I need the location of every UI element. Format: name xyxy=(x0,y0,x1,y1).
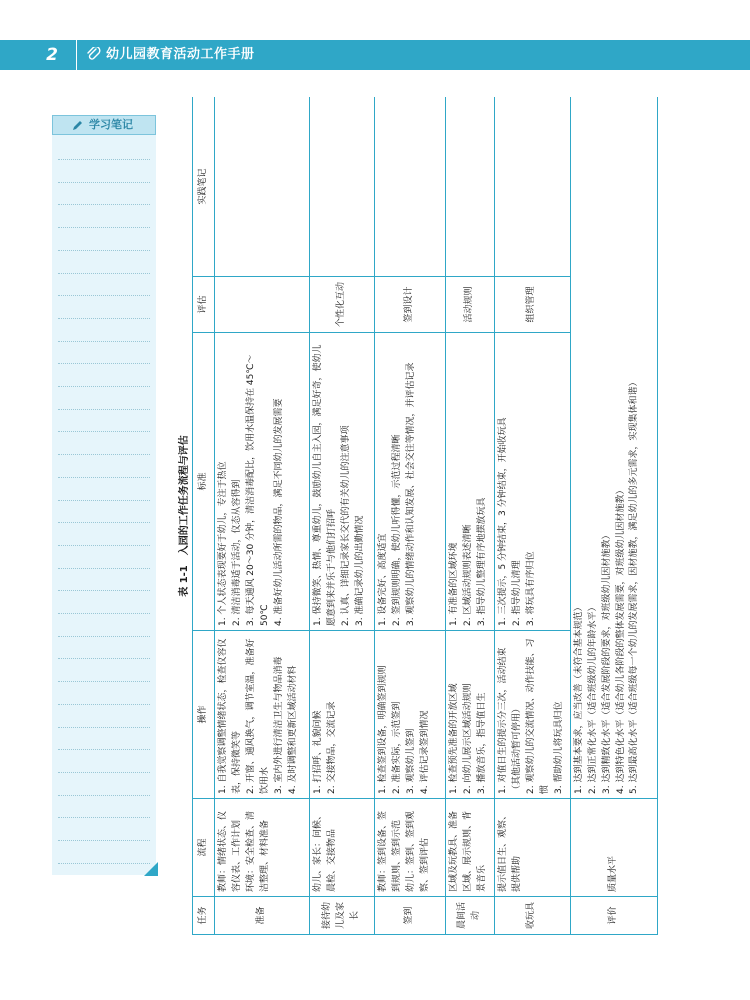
note-line xyxy=(58,727,150,728)
process-cell: 幼儿、家长：问候、晨检、交接物品 xyxy=(310,799,375,897)
header-standard: 标准 xyxy=(193,333,215,631)
evaluation-cell: 活动规则 xyxy=(446,277,495,333)
practice-notes-cell xyxy=(494,97,570,277)
header-task: 任务 xyxy=(193,897,215,935)
operation-item: 2. 观察幼儿的交流情况、动作技能、习惯 xyxy=(525,638,550,794)
operation-cell xyxy=(375,631,446,799)
standard-item: 1. 个人状态表现要好于幼儿，专注于热位 xyxy=(218,461,228,626)
note-line xyxy=(58,840,150,841)
table-row xyxy=(446,97,495,935)
standard-cell xyxy=(215,333,310,631)
note-line xyxy=(58,159,150,160)
note-line xyxy=(58,386,150,387)
note-line xyxy=(58,182,150,183)
operation-item: 3. 室内外进行清洁卫生与物品消毒 xyxy=(273,656,284,794)
standard-item: 2. 签到规则明确，使幼儿听得懂，示范过程清晰 xyxy=(392,434,403,626)
note-line xyxy=(58,454,150,455)
note-line xyxy=(58,636,150,637)
note-line xyxy=(58,204,150,205)
practice-notes-cell xyxy=(215,97,310,277)
operation-item: 2. 向幼儿展示区域活动规则 xyxy=(463,683,474,794)
notes-label: 学习笔记 xyxy=(89,118,133,131)
header-divider xyxy=(76,40,77,70)
evaluation-cell xyxy=(215,277,310,333)
note-line xyxy=(58,250,150,251)
process-cell: 区域及玩教具、准备区域、展示规则、背景音乐 xyxy=(446,799,495,897)
header-practice-notes: 实践笔记 xyxy=(193,97,215,277)
operation-item: 2. 准备实际，示范签到 xyxy=(392,701,403,794)
note-line xyxy=(58,863,150,864)
process-cell: 教师：情绪状态、仪容仪表、工作计划 环境：安全检查、清洁整理、材料准备 xyxy=(215,799,310,897)
header-process: 流程 xyxy=(193,799,215,897)
note-line xyxy=(58,795,150,796)
table-body xyxy=(215,97,658,935)
operation-cell xyxy=(215,631,310,799)
note-line xyxy=(58,363,150,364)
standard-item: 3. 观察幼儿的情绪动作和认知发展、社会交往等情况，并评估记录 xyxy=(406,362,417,626)
note-line xyxy=(58,227,150,228)
standard-item: 1. 设备完好、高度适宜 xyxy=(378,533,389,626)
operation-cell xyxy=(310,631,375,799)
table-row xyxy=(215,97,310,935)
note-line xyxy=(58,500,150,501)
note-line xyxy=(58,273,150,274)
rotated-table-container xyxy=(170,97,658,935)
operation-item: 3. 观察幼儿签到 xyxy=(406,728,417,794)
quality-level-item: 3. 达到精致化水平（适合发展阶段的要求，对班级幼儿因材施教） xyxy=(601,530,612,794)
quality-level-item: 1. 达到基本要求，应当改善（未符合基本规范） xyxy=(573,602,584,794)
operation-item: 3. 帮助幼儿将玩具归位 xyxy=(553,701,564,794)
workflow-table xyxy=(192,97,658,935)
standard-item: 2. 认真、详细记录家长交代的有关幼儿的注意事项 xyxy=(341,425,352,626)
note-line xyxy=(58,590,150,591)
evaluation-cell: 个性化互动 xyxy=(310,277,375,333)
standard-cell xyxy=(446,333,495,631)
standard-item: 1. 三次提示，5 分钟结束，3 分钟结束，开始收玩具 xyxy=(497,417,508,626)
quality-levels-list xyxy=(570,97,657,799)
pencil-icon xyxy=(71,119,84,132)
standard-item: 2. 清洁消毒适于活动，仪态从容得到 xyxy=(231,479,242,626)
header-bar xyxy=(0,40,750,70)
standard-item: 1. 有准备的区域环境 xyxy=(449,542,460,626)
note-line xyxy=(58,522,150,523)
quality-level-item: 2. 达到正常化水平（适合班级幼儿的年龄水平） xyxy=(587,602,598,794)
table-row xyxy=(494,97,570,935)
note-line xyxy=(58,613,150,614)
operation-item: 1. 检查签到设备，明确签到规则 xyxy=(378,665,389,794)
operation-item: 2. 交接物品，交流记录 xyxy=(327,701,338,794)
quality-level-item: 5. 达到最高化水平（适合班级每一个幼儿的发展需求，因材施教，满足幼儿的多元需求，实现集体和谐） xyxy=(629,377,640,794)
standard-item: 1. 保持微笑、热情、尊重幼儿，鼓励幼儿自主入园，满足好奇，使幼儿愿意到来并乐于与他们打招呼 xyxy=(313,344,338,626)
note-line xyxy=(58,704,150,705)
operation-cell xyxy=(494,631,570,799)
standard-item: 3. 将玩具有序归位 xyxy=(525,551,536,626)
task-cell: 签到 xyxy=(375,897,446,935)
note-line xyxy=(58,295,150,296)
evaluation-cell: 签到设计 xyxy=(375,277,446,333)
operation-cell xyxy=(446,631,495,799)
standard-item: 3. 指导幼儿整理有序地摆放玩具 xyxy=(477,497,488,626)
table-wrapper xyxy=(170,97,658,935)
page-number: 2 xyxy=(46,45,58,65)
standard-item: 4. 准备好幼儿活动所需的物品，满足不同幼儿的发展需要 xyxy=(273,398,284,626)
table-row xyxy=(310,97,375,935)
operation-item: 4. 及时调整和更新区域活动材料 xyxy=(287,665,298,794)
note-line xyxy=(58,568,150,569)
operation-item: 2. 开窗、通风换气，调节室温，准备好饮用水 xyxy=(245,638,270,794)
task-cell: 准备 xyxy=(215,897,310,935)
standard-item: 3. 准确记录幼儿的出勤情况 xyxy=(355,515,366,626)
note-line xyxy=(58,817,150,818)
operation-item: 1. 对值日生的提示分三次，活动结束（其他活动暂可停用） xyxy=(497,647,522,794)
note-line xyxy=(58,431,150,432)
note-line xyxy=(58,658,150,659)
evaluation-cell: 组织管理 xyxy=(494,277,570,333)
note-line xyxy=(58,477,150,478)
header-operation: 操作 xyxy=(193,631,215,799)
task-cell: 接待幼儿及家长 xyxy=(310,897,375,935)
note-line xyxy=(58,409,150,410)
task-cell: 晨间活动 xyxy=(446,897,495,935)
standard-item: 2. 区域活动规则表述清晰 xyxy=(463,524,474,626)
standard-cell xyxy=(375,333,446,631)
standard-cell xyxy=(310,333,375,631)
operation-item: 1. 检查预先准备的开放区域 xyxy=(449,683,460,794)
operation-item: 3. 播放音乐，指导值日生 xyxy=(477,692,488,794)
evaluation-row xyxy=(570,97,657,935)
standard-cell xyxy=(494,333,570,631)
quality-level-label: 质量水平 xyxy=(570,799,657,897)
notes-panel xyxy=(52,115,156,875)
corner-fold xyxy=(144,862,158,876)
operation-item: 4. 评估记录签到情况 xyxy=(420,710,431,794)
note-line xyxy=(58,749,150,750)
paperclip-book-icon xyxy=(86,47,102,63)
practice-notes-cell xyxy=(310,97,375,277)
note-line xyxy=(58,318,150,319)
standard-item: 2. 指导幼儿清理 xyxy=(511,560,522,626)
quality-level-item: 4. 达到特色化水平（适合幼儿各阶段的整体发展需要，对班级幼儿因材施教） xyxy=(615,485,626,794)
practice-notes-cell xyxy=(446,97,495,277)
standard-item: 3. 每天通风 20～30 分钟，清洁消毒配比，饮用水温保持在 45℃～50℃ xyxy=(245,354,270,626)
process-cell: 提示值日生、观察、提供帮助 xyxy=(494,799,570,897)
operation-item: 1. 打招呼、礼貌问候 xyxy=(313,710,324,794)
notes-header xyxy=(52,115,156,135)
operation-item: 1. 自我觉察调整情绪状态，检查仪容仪表，保持微笑等 xyxy=(218,638,242,794)
table-title: 表 1-1 入园的工作任务流程与评估 xyxy=(179,435,190,597)
book-title: 幼儿园教育活动工作手册 xyxy=(106,47,255,62)
evaluation-label: 评价 xyxy=(570,897,657,935)
process-cell: 教师：签到设备、签到规则、签到示范 幼儿：签到、签到观察、签到评估 xyxy=(375,799,446,897)
table-row xyxy=(375,97,446,935)
note-line xyxy=(58,341,150,342)
note-line xyxy=(58,681,150,682)
task-cell: 收玩具 xyxy=(494,897,570,935)
header-evaluation: 评估 xyxy=(193,277,215,333)
note-line xyxy=(58,772,150,773)
practice-notes-cell xyxy=(375,97,446,277)
note-line xyxy=(58,545,150,546)
